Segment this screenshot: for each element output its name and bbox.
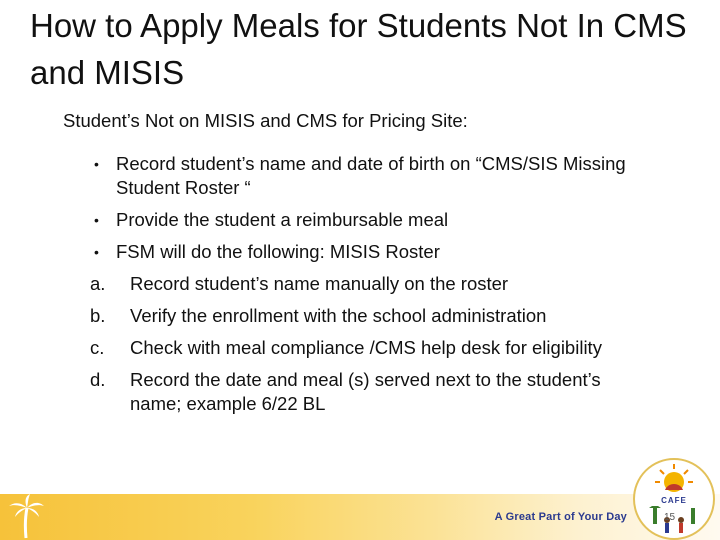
- slide-title: How to Apply Meals for Students Not In CMS and MISIS: [30, 7, 687, 91]
- sub-item-marker: d.: [90, 369, 106, 390]
- sub-item: [90, 368, 694, 416]
- sub-item: [90, 304, 694, 328]
- bullet-item: [94, 240, 694, 264]
- sub-item: [90, 336, 694, 360]
- bullet-item: [94, 152, 694, 200]
- sub-item-text: Verify the enrollment with the school administration: [130, 305, 547, 326]
- sub-item-text: Record student’s name manually on the roster: [130, 273, 509, 294]
- sub-item-marker: a.: [90, 273, 106, 294]
- sub-item-text: Check with meal compliance /CMS help desk for eligibility: [130, 337, 602, 358]
- slide-subtitle: Student’s Not on MISIS and CMS for Pricing Site:: [63, 110, 468, 131]
- bullet-item: [94, 208, 694, 232]
- sub-item-marker: c.: [90, 337, 105, 358]
- bullet-text: FSM will do the following: MISIS Roster: [116, 241, 440, 262]
- footer-tagline: A Great Part of Your Day: [494, 511, 627, 523]
- cafe-logo: [633, 458, 715, 540]
- logo-word: CAFE: [661, 496, 687, 505]
- sub-item: [90, 272, 694, 296]
- bullet-list: [90, 152, 694, 424]
- sub-item-marker: b.: [90, 305, 106, 326]
- bullet-text: Record student’s name and date of birth on “CMS/SIS Missing Student Roster “: [116, 153, 626, 198]
- bullet-dot-icon: •: [94, 212, 99, 228]
- bullet-dot-icon: •: [94, 244, 99, 260]
- page-number: 15: [664, 512, 676, 523]
- bullet-text: Provide the student a reimbursable meal: [116, 209, 449, 230]
- palm-tree-icon: [6, 494, 46, 540]
- bullet-dot-icon: •: [94, 156, 99, 172]
- sub-item-text: Record the date and meal (s) served next to the student’s name; example 6/22 BL: [130, 369, 601, 414]
- sun-icon: [635, 460, 713, 496]
